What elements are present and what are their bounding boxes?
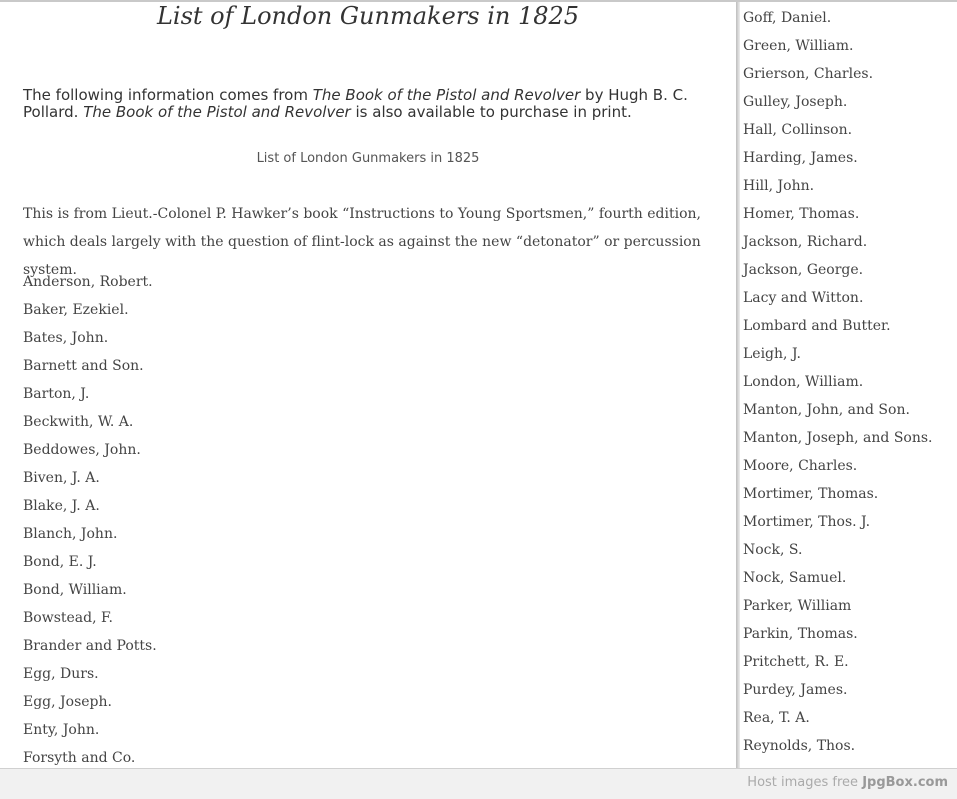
list-item: Blake, J. A. [23,498,100,514]
gunmaker-list-right [743,4,933,760]
list-item: Harding, James. [743,150,858,166]
list-item: Bond, William. [23,582,127,598]
list-item: Baker, Ezekiel. [23,302,129,318]
list-item: Barton, J. [23,386,90,402]
list-item: Lacy and Witton. [743,290,864,306]
list-item: Goff, Daniel. [743,10,832,26]
description-paragraph: This is from Lieut.-Colonel P. Hawker’s book “Instructions to Young Sportsmen,” fourth edition, which deals largely with the question of flint-lock as against the new “detonator” or percussion system. [23,206,701,278]
list-item: Purdey, James. [743,682,848,698]
list-item: Hall, Collinson. [743,122,853,138]
list-item: Parker, William [743,598,852,614]
list-item: Forsyth and Co. [23,750,136,766]
list-item: Enty, John. [23,722,100,738]
watermark[interactable] [747,775,948,790]
list-item: Blanch, John. [23,526,118,542]
list-item: Brander and Potts. [23,638,157,654]
list-item: Bond, E. J. [23,554,97,570]
watermark-text: Host images free [747,775,863,790]
book-title-repeat: The Book of the Pistol and Revolver [83,103,351,121]
list-item: Lombard and Butter. [743,318,891,334]
section-subtitle: List of London Gunmakers in 1825 [256,151,480,166]
intro-text-1: The following information comes from [23,86,313,104]
list-item: Gulley, Joseph. [743,94,848,110]
watermark-brand[interactable]: JpgBox.com [862,775,948,790]
intro-text-2: by Hugh B. C. Pollard. [23,86,688,121]
intro-text-3: is also available to purchase in print. [350,103,632,121]
list-item: Grierson, Charles. [743,66,874,82]
list-item: Jackson, Richard. [743,234,868,250]
list-item: Pritchett, R. E. [743,654,849,670]
list-item: Reynolds, Thos. [743,738,856,754]
list-item: Beddowes, John. [23,442,141,458]
list-item: Homer, Thomas. [743,206,860,222]
left-page [0,2,736,768]
list-item: Nock, Samuel. [743,570,847,586]
intro-paragraph [23,87,723,121]
list-item: Egg, Joseph. [23,694,112,710]
list-item: Nock, S. [743,542,803,558]
list-item: Green, William. [743,38,854,54]
list-item: Mortimer, Thos. J. [743,514,871,530]
list-item: Manton, Joseph, and Sons. [743,430,933,446]
list-item: Leigh, J. [743,346,801,362]
page-title: List of London Gunmakers in 1825 [156,2,580,30]
list-item: Jackson, George. [743,262,864,278]
list-item: Mortimer, Thomas. [743,486,879,502]
list-item: Egg, Durs. [23,666,99,682]
list-item: Hill, John. [743,178,815,194]
list-item: Parkin, Thomas. [743,626,858,642]
list-item: Biven, J. A. [23,470,100,486]
list-item: Beckwith, W. A. [23,414,134,430]
list-item: Manton, John, and Son. [743,402,910,418]
list-item: London, William. [743,374,864,390]
list-item: Bowstead, F. [23,610,113,626]
list-item: Anderson, Robert. [23,274,153,290]
book-title-link: The Book of the Pistol and Revolver [312,86,581,104]
list-item: Moore, Charles. [743,458,858,474]
list-item: Bates, John. [23,330,109,346]
list-item: Rea, T. A. [743,710,810,726]
right-page [740,2,957,768]
list-item: Barnett and Son. [23,358,144,374]
gunmaker-list-left [23,268,157,768]
